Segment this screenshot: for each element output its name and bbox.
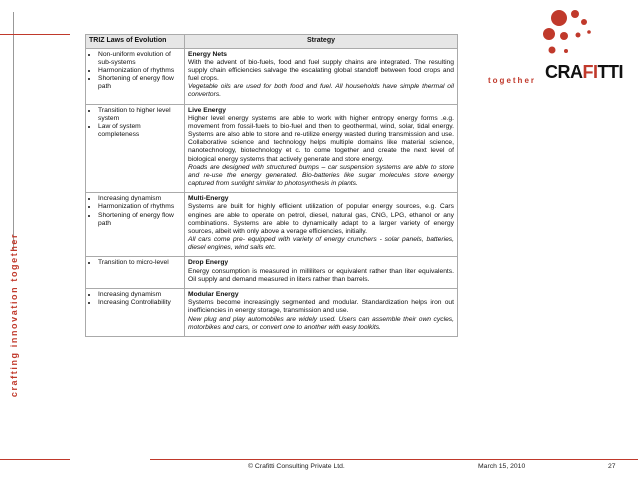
brand-part-c: TTI	[597, 62, 623, 82]
table-row	[86, 289, 458, 337]
logo-together-text: together	[488, 76, 536, 85]
table-row	[86, 257, 458, 289]
strategy-cell	[185, 48, 458, 104]
strategy-cell	[185, 289, 458, 337]
strategy-body: Higher level energy systems are able to work with higher entropy energy forms .e.g. movement from fossil-fuels to bio-fuel and then to geothermal, wind, solar, tidal energy. Systems are also able to store and re-utilize energy wasted during transmission and use. Collaborative science and technology helps multiple domains like material science, nanotechnology, biotechnology et c. to come together and create the next level of biological energy systems that actively generate and store energy.	[188, 114, 454, 163]
strategy-cell	[185, 193, 458, 257]
strategy-example: Vegetable oils are used for both food and fuel. All households have simple thermal oil convertors.	[188, 83, 454, 99]
brand-wordmark	[545, 62, 623, 83]
table-row	[86, 48, 458, 104]
crafitti-dots-logo-icon	[537, 8, 607, 64]
strategy-title: Live Energy	[188, 106, 226, 114]
laws-cell	[86, 48, 185, 104]
law-item: • Non-uniform evolution of sub-systems	[98, 51, 181, 67]
law-item: • Harmonization of rhythms	[98, 203, 181, 211]
strategy-body: Systems become increasingly segmented and modular. Standardization helps iron out inefficiencies in energy storage, transmission and use.	[188, 299, 454, 315]
law-item: • Shortening of energy flow path	[98, 75, 181, 91]
top-rule	[0, 34, 70, 35]
law-item: • Transition to micro-level	[98, 259, 181, 267]
strategy-body: With the advent of bio-fuels, food and fuel supply chains are integrated. The resulting supply chain efficiencies salvage the escalating global standoff between food crops and fuel crops.	[188, 58, 454, 83]
law-item: • Increasing dynamism	[98, 291, 181, 299]
strategy-table	[85, 34, 458, 337]
strategy-title: Modular Energy	[188, 291, 239, 298]
bottom-rule-left	[0, 459, 70, 460]
laws-header: TRIZ Laws of Evolution	[86, 35, 185, 49]
footer-date: March 15, 2010	[478, 463, 526, 470]
strategy-title: Multi-Energy	[188, 195, 229, 203]
strategy-example: All cars come pre- equipped with variety of energy crunchers - solar panels, batteries, diesel engines, wind sails etc.	[188, 236, 454, 252]
strategy-header: Strategy	[185, 35, 458, 49]
law-item: • Shortening of energy flow path	[98, 212, 181, 228]
table-header-row	[86, 35, 458, 49]
law-item: • Increasing Controllability	[98, 299, 181, 307]
strategy-cell	[185, 257, 458, 289]
table-row	[86, 104, 458, 193]
strategy-title: Energy Nets	[188, 50, 228, 58]
law-item: • Harmonization of rhythms	[98, 67, 181, 75]
brand-part-b: FI	[582, 62, 598, 82]
brand-part-a: CRA	[545, 62, 583, 82]
strategy-cell	[185, 104, 458, 193]
strategy-example: New plug and play automobiles are widely used. Users can assemble their own cycles, motorbikes and cars, or convert one to another with easy toolkits.	[188, 315, 454, 331]
strategy-body: Energy consumption is measured in milliliters or equivalent rather than liter equivalents. Oil supply and demand measured in liters rather than barrels.	[188, 267, 454, 283]
laws-cell	[86, 104, 185, 193]
laws-cell	[86, 289, 185, 337]
page-number: 27	[608, 463, 616, 470]
laws-cell	[86, 257, 185, 289]
strategy-title: Drop Energy	[188, 259, 229, 267]
footer-copyright: © Crafitti Consulting Private Ltd.	[248, 463, 345, 470]
table-row	[86, 193, 458, 257]
law-item: • Law of system completeness	[98, 123, 181, 139]
law-item: • Transition to higher level system	[98, 107, 181, 123]
bottom-rule-right	[150, 459, 638, 460]
laws-cell	[86, 193, 185, 257]
strategy-example: Roads are designed with structured bumps – car suspension systems are able to store and re-use the energy generated. Bio-batteries like sugar molecules store energy captured from sunlight similar to photosynthesis in plants.	[188, 163, 454, 188]
strategy-body: Systems are built for highly efficient utilization of popular energy sources, e.g. Cars engines are able to operate on petrol, diesel, natural gas, CNG, LPG, ethanol or any combinations. Systems are able to dynamically adapt to a larger variety of energy sources, albeit with only above a verage efficiencies, initially.	[188, 203, 454, 235]
sidebar-tagline: crafting innovation together	[9, 232, 19, 398]
law-item: • Increasing dynamism	[98, 195, 181, 203]
